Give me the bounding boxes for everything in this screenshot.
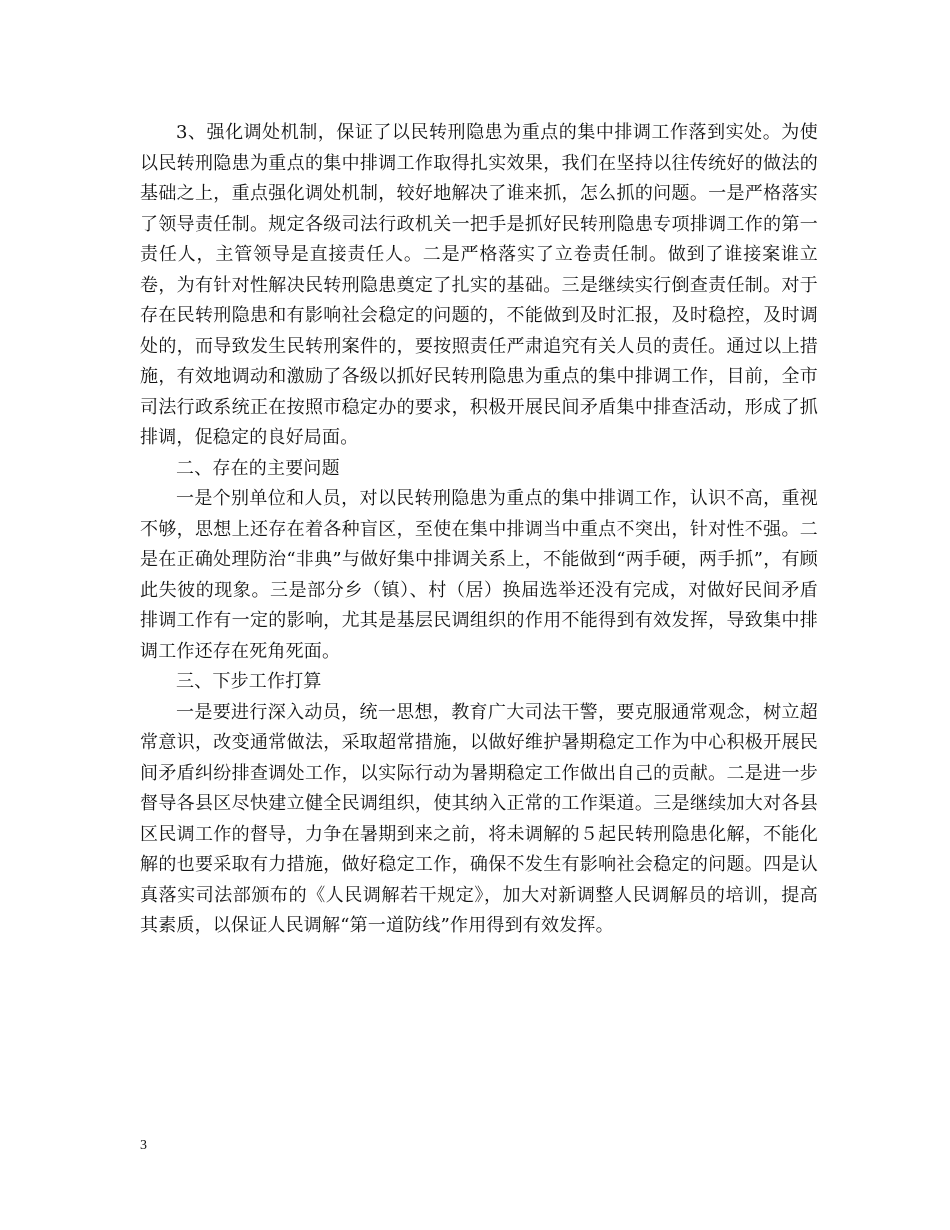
paragraph-main-problems: 一是个别单位和人员，对以民转刑隐患为重点的集中排调工作，认识不高，重视不够，思想上还存在着各种盲区，至使在集中排调当中重点不突出，针对性不强。二是在正确处理防治“非典”与做好集中排调关系上，不能做到“两手硬，两手抓”，有顾此失彼的现象。三是部分乡（镇）、村（居）换届选举还没有完成，对做好民间矛盾排调工作有一定的影响，尤其是基层民调组织的作用不能得到有效发挥，导致集中排调工作还存在死角死面。 [140, 488, 818, 662]
section-heading-main-problems: 二、存在的主要问题 [176, 457, 340, 479]
section-heading-next-steps: 三、下步工作打算 [176, 671, 322, 692]
paragraph-next-steps: 一是要进行深入动员，统一思想，教育广大司法干警，要克服通常观念，树立超常意识，改变通常做法，采取超常措施，以做好维护暑期稳定工作为中心积极开展民间矛盾纠纷排查调处工作，以实际行动为暑期稳定工作做出自己的贡献。二是进一步督导各县区尽快建立健全民调组织，使其纳入正常的工作渠道。三是继续加大对各县区民调工作的督导，力争在暑期到来之前，将未调解的５起民转刑隐患化解，不能化解的也要采取有力措施，做好稳定工作，确保不发生有影响社会稳定的问题。四是认真落实司法部颁布的《人民调解若干规定》，加大对新调整人民调解员的培训，提高其素质，以保证人民调解“第一道防线”作用得到有效发挥。 [140, 701, 818, 936]
paragraph-mediation-mechanism: 3、强化调处机制，保证了以民转刑隐患为重点的集中排调工作落到实处。为使以民转刑隐患为重点的集中排调工作取得扎实效果，我们在坚持以往传统好的做法的基础之上，重点强化调处机制，较好地解决了谁来抓，怎么抓的问题。一是严格落实了领导责任制。规定各级司法行政机关一把手是抓好民转刑隐患专项排调工作的第一责任人，主管领导是直接责任人。二是严格落实了立卷责任制。做到了谁接案谁立卷，为有针对性解决民转刑隐患奠定了扎实的基础。三是继续实行倒查责任制。对于存在民转刑隐患和有影响社会稳定的问题的，不能做到及时汇报，及时稳控，及时调处的，而导致发生民转刑案件的，要按照责任严肃追究有关人员的责任。通过以上措施，有效地调动和激励了各级以抓好民转刑隐患为重点的集中排调工作，目前，全市司法行政系统正在按照市稳定办的要求，积极开展民间矛盾集中排查活动，形成了抓排调，促稳定的良好局面。 [140, 122, 818, 448]
document-body [140, 118, 818, 942]
page-number: 3 [140, 1138, 147, 1153]
